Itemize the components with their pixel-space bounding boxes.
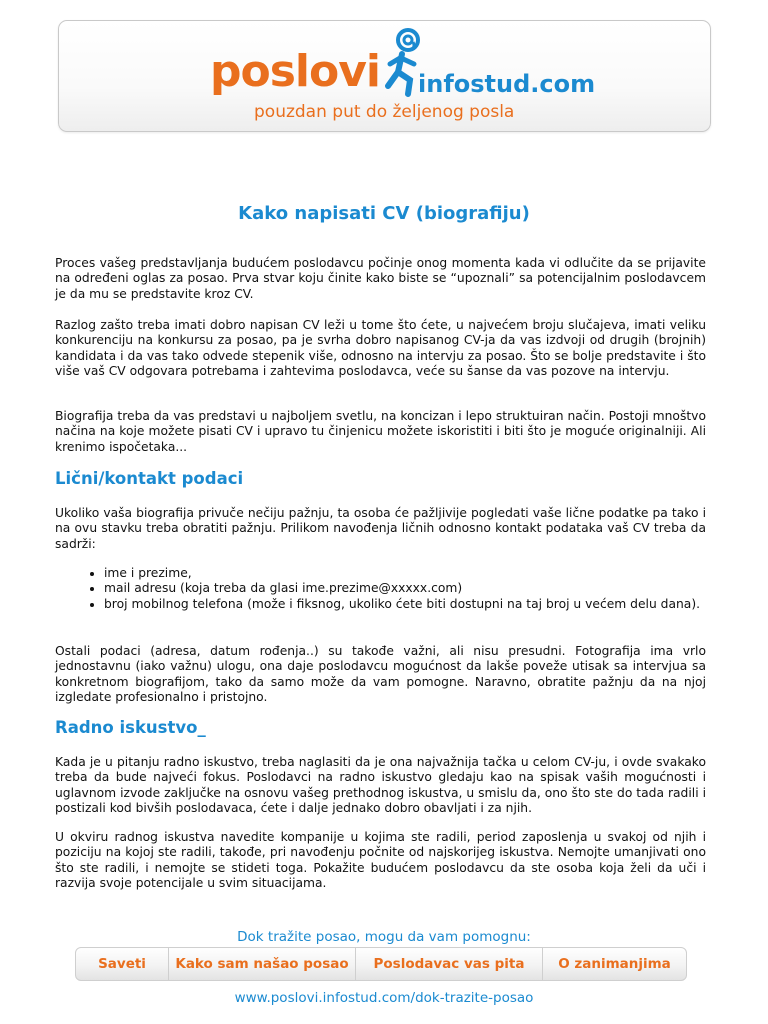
footer-link[interactable]: www.poslovi.infostud.com/dok-trazite-posao bbox=[234, 990, 534, 1006]
contact-paragraph-1: Ukoliko vaša biografija privuče nečiju pažnju, ta osoba će pažljivije pogledati vaše lične podatke pa tako i na ovu stavku treba obratiti pažnju. Prilikom navođenja ličnih odnosno kontakt podataka vaš CV treba da sadrži: bbox=[55, 506, 706, 551]
intro-paragraph-2: Razlog zašto treba imati dobro napisan CV leži u tome što ćete, u najvećem broju slučajeva, imati veliku konkurenciju na konkursu za posao, pa je svrha dobro napisanog CV-ja da vas izdvoji od drugih (brojnih) kandidata i da vas tako odvede stepenik više, odnosno na intervju za posao. Što se bolje predstavite i što više vaš CV odgovara potrebama i zahtevima poslodavca, veće su šanse da vas pozove na intervju. bbox=[55, 318, 706, 379]
logo-tagline: pouzdan put do željenog posla bbox=[254, 102, 515, 122]
list-item: • broj mobilnog telefona (može i fiksnog, ukoliko ćete biti dostupni na taj broj u većem delu dana). bbox=[104, 597, 755, 612]
intro-paragraph-3: Biografija treba da vas predstavi u najboljem svetlu, na koncizan i lepo struktuiran način. Postoji mnoštvo načina na koje možete pisati CV i upravo tu činjenicu možete iskoristiti i biti što je moguće originalniji. Ali krenimo ispočetaka... bbox=[55, 409, 706, 454]
list-item: • ime i prezime, bbox=[104, 566, 755, 581]
contact-bullet-list bbox=[55, 566, 755, 612]
intro-paragraph-1: Proces vašeg predstavljanja budućem poslodavcu počinje onog momenta kada vi odlučite da se prijavite na određeni oglas za posao. Prva stvar koju činite kako biste se “upoznali” sa potencijalnim poslodavcem je da mu se predstavite kroz CV. bbox=[55, 256, 706, 301]
site-logo[interactable] bbox=[210, 28, 596, 128]
document-title: Kako napisati CV (biografiju) bbox=[238, 203, 530, 224]
experience-paragraph-1: Kada je u pitanju radno iskustvo, treba naglasiti da je ona najvažnija tačka u celom CV-ju, i ovde svakako treba da bude najveći fokus. Poslodavci na radno iskustvo gledaju kao na spisak vaših mogućnosti i uglavnom izvode zaključke na osnovu vašeg prethodnog iskustva, u smislu da, ono što ste do tada radili i postizali kod bivših poslodavaca, ćete i dalje jednako dobro obavljati i za njih. bbox=[55, 755, 706, 816]
contact-paragraph-2: Ostali podaci (adresa, datum rođenja..) su takođe važni, ali nisu presudni. Fotografija ima vrlo jednostavnu (iako važnu) ulogu, ona daje poslodavcu mogućnost da lakše poveže utisak sa intervjua sa konkretnom biografijom, tako da samo može da vam pomogne. Naravno, obratite pažnju da na njoj izgledate profesionalno i pristojno. bbox=[55, 644, 706, 705]
logo-word-main: poslovi bbox=[210, 46, 380, 97]
nav-item-o-zanimanjima[interactable]: O zanimanjima bbox=[558, 956, 671, 972]
section-heading-experience: Radno iskustvo_ bbox=[55, 718, 206, 737]
logo-word-domain: infostud.com bbox=[418, 70, 596, 98]
help-nav-bar bbox=[75, 947, 687, 981]
help-caption: Dok tražite posao, mogu da vam pomognu: bbox=[237, 929, 531, 945]
list-item: • mail adresu (koja treba da glasi ime.prezime@xxxxx.com) bbox=[104, 581, 755, 596]
experience-paragraph-2: U okviru radnog iskustva navedite kompanije u kojima ste radili, period zaposlenja u svakoj od njih i poziciju na kojoj ste radili, takođe, pri navođenju počnite od najskorijeg iskustva. Nemojte umanjivati ono što ste radili, i nemojte se stideti toga. Pokažite budućem poslodavcu da ste osoba koja želi da uči i razvija svoje potencijale u svim situacijama. bbox=[55, 830, 706, 891]
nav-item-poslodavac-vas-pita[interactable]: Poslodavac vas pita bbox=[356, 948, 543, 980]
nav-item-kako-sam-nasao-posao[interactable]: Kako sam našao posao bbox=[169, 948, 356, 980]
nav-item-saveti[interactable]: Saveti bbox=[76, 948, 169, 980]
section-heading-contact: Lični/kontakt podaci bbox=[55, 469, 244, 488]
